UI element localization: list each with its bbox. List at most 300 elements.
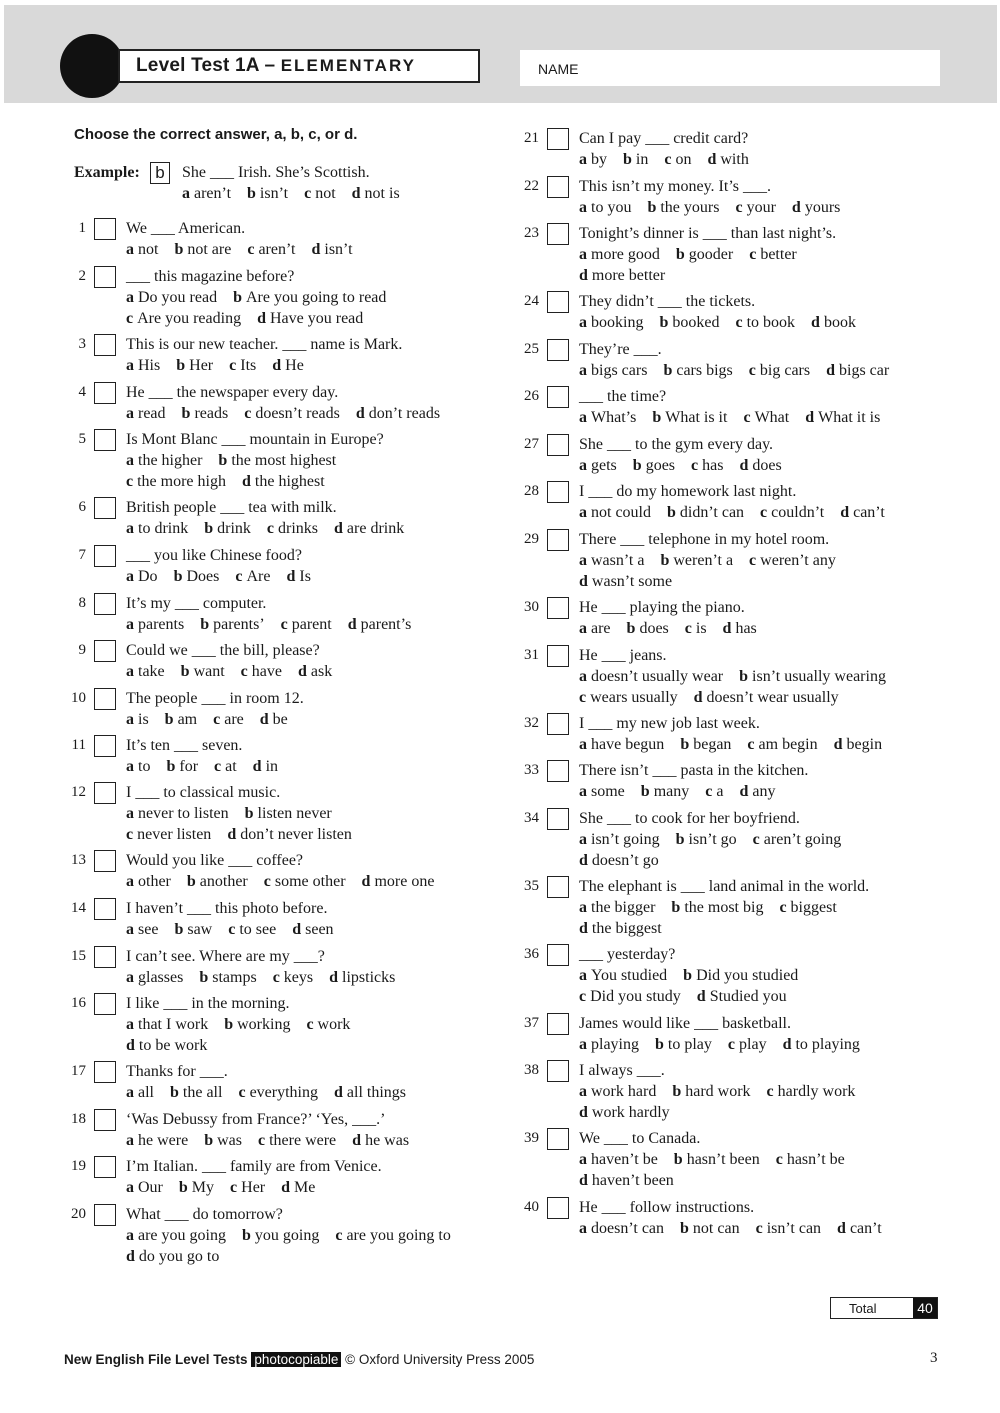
question-text: This isn’t my money. It’s ___. (579, 178, 771, 195)
answer-option: a have begun (579, 736, 665, 753)
answer-option: d Have you read (257, 310, 364, 327)
total-value: 40 (913, 1298, 937, 1318)
answer-box[interactable] (94, 545, 116, 567)
answer-option: b the most big (671, 899, 764, 916)
answer-option: b isn’t usually wearing (739, 668, 886, 685)
answer-option: d to playing (782, 1036, 860, 1053)
options-line (126, 518, 420, 539)
question-number: 3 (78, 336, 86, 352)
question-number: 30 (524, 599, 539, 615)
answer-box[interactable] (547, 1128, 569, 1150)
answer-box[interactable] (94, 898, 116, 920)
answer-option: c have (240, 663, 282, 680)
answer-box[interactable] (547, 808, 569, 830)
options-line (579, 1170, 861, 1191)
answer-option: d isn’t (311, 241, 353, 258)
answer-option: d don’t reads (355, 405, 441, 422)
answer-option: c hasn’t be (775, 1151, 845, 1168)
answer-option: d seen (292, 921, 334, 938)
answer-option: c What (743, 409, 790, 426)
answer-option: c work (306, 1016, 351, 1033)
answer-option: a are (579, 620, 611, 637)
options-line (126, 471, 384, 492)
header-circle-icon (60, 34, 124, 98)
answer-option: d the highest (241, 473, 325, 490)
question-text: They’re ___. (579, 341, 662, 358)
question-text: This is our new teacher. ___ name is Mark. (126, 336, 403, 353)
question-body (126, 593, 427, 635)
question-body (579, 1128, 861, 1191)
question-body (126, 1204, 467, 1267)
answer-option: c the more high (126, 473, 226, 490)
options-line (579, 197, 856, 218)
answer-box[interactable] (547, 944, 569, 966)
options-line (579, 571, 852, 592)
question-number: 33 (524, 762, 539, 778)
answer-option: a is (126, 711, 149, 728)
question-number: 35 (524, 878, 539, 894)
options-line (579, 1081, 871, 1102)
question-body (579, 808, 857, 871)
name-field[interactable] (520, 50, 940, 86)
question-text: I haven’t ___ this photo before. (126, 900, 328, 917)
answer-option: a that I work (126, 1016, 209, 1033)
answer-option: d bigs car (826, 362, 890, 379)
answer-option: b the yours (647, 199, 720, 216)
question-body (126, 993, 366, 1056)
answer-option: a never to listen (126, 805, 229, 822)
answer-option: a the higher (126, 452, 203, 469)
answer-option: c your (735, 199, 776, 216)
question-number: 11 (71, 737, 86, 753)
options-line (126, 1246, 467, 1267)
question-number: 37 (524, 1015, 539, 1031)
question-number: 31 (524, 647, 539, 663)
answer-box[interactable] (94, 850, 116, 872)
options-line (126, 1082, 422, 1103)
answer-option: d Studied you (696, 988, 787, 1005)
answer-option: c at (214, 758, 237, 775)
answer-option: c has (691, 457, 724, 474)
answer-option: b hasn’t been (673, 1151, 760, 1168)
answer-option: b parents’ (200, 616, 265, 633)
answer-option: b began (680, 736, 732, 753)
question-body (126, 1061, 422, 1103)
answer-option: d he was (352, 1132, 410, 1149)
answer-option: a doesn’t can (579, 1220, 665, 1237)
answer-option: a he were (126, 1132, 189, 1149)
example-label: Example: (74, 164, 140, 181)
question-text: I ___ to classical music. (126, 784, 281, 801)
answer-box[interactable] (94, 334, 116, 356)
question-body (126, 1156, 382, 1198)
answer-option: a playing (579, 1036, 639, 1053)
answer-option: d can’t (840, 504, 885, 521)
options-line (579, 850, 857, 871)
answer-option: c Her (230, 1179, 266, 1196)
question-number: 1 (78, 220, 86, 236)
total-score (830, 1297, 938, 1319)
question-body (579, 291, 872, 333)
answer-box[interactable] (547, 1197, 569, 1219)
answer-option: b Does (173, 568, 220, 585)
answer-option: a glasses (126, 969, 184, 986)
example-question: She ___ Irish. She’s Scottish. (182, 164, 370, 181)
answer-option: c never listen (126, 826, 212, 843)
question-number: 32 (524, 715, 539, 731)
question-body (126, 429, 384, 492)
answer-option: a some (579, 783, 625, 800)
question-body (579, 529, 852, 592)
answer-option: d the biggest (579, 920, 662, 937)
page-number: 3 (930, 1350, 938, 1366)
options-line (579, 829, 857, 850)
question-text: He ___ follow instructions. (579, 1199, 755, 1216)
answer-box[interactable] (547, 1013, 569, 1035)
answer-box[interactable] (547, 645, 569, 667)
answer-option: d doesn’t go (579, 852, 659, 869)
question-number: 17 (71, 1063, 86, 1079)
question-text: I always ___. (579, 1062, 665, 1079)
options-line (126, 1014, 366, 1035)
answer-box[interactable] (94, 1061, 116, 1083)
answer-option: c aren’t (247, 241, 296, 258)
options-line (579, 965, 814, 986)
question-text: British people ___ tea with milk. (126, 499, 337, 516)
options-line (126, 919, 350, 940)
answer-box[interactable] (94, 735, 116, 757)
answer-option: b stamps (199, 969, 257, 986)
answer-option: c play (727, 1036, 767, 1053)
answer-option: d Me (281, 1179, 316, 1196)
title-level: ELEMENTARY (280, 56, 416, 75)
answer-option: d Is (286, 568, 311, 585)
answer-box[interactable] (547, 760, 569, 782)
question-number: 15 (71, 948, 86, 964)
options-line (579, 734, 898, 755)
answer-box[interactable] (547, 481, 569, 503)
options-line (126, 803, 368, 824)
options-line (579, 666, 902, 687)
question-number: 25 (524, 341, 539, 357)
answer-box[interactable] (547, 597, 569, 619)
question-body (579, 223, 836, 286)
options-line (126, 450, 384, 471)
total-label: Total (849, 1301, 877, 1316)
question-number: 10 (71, 690, 86, 706)
options-line (126, 1130, 425, 1151)
answer-option: c weren’t any (749, 552, 836, 569)
photocopiable-badge: photocopiable (251, 1352, 341, 1367)
answer-box[interactable] (94, 640, 116, 662)
answer-option: a work hard (579, 1083, 657, 1100)
question-body (126, 850, 450, 892)
question-text: I ___ my new job last week. (579, 715, 760, 732)
answer-option: b for (166, 758, 199, 775)
answer-option: a aren’t (182, 185, 232, 202)
question-text: There ___ telephone in my hotel room. (579, 531, 830, 548)
question-number: 36 (524, 946, 539, 962)
answer-option: d doesn’t wear usually (693, 689, 839, 706)
answer-option: d more better (579, 267, 666, 284)
options-line (579, 1034, 876, 1055)
answer-option: d with (707, 151, 749, 168)
question-text: They didn’t ___ the tickets. (579, 293, 756, 310)
answer-box[interactable] (547, 291, 569, 313)
question-number: 9 (78, 642, 86, 658)
question-body (126, 898, 350, 940)
answer-box[interactable] (94, 593, 116, 615)
answer-option: a Do you read (126, 289, 218, 306)
answer-option: d wasn’t some (579, 573, 673, 590)
question-body (579, 713, 898, 755)
question-text: James would like ___ basketball. (579, 1015, 791, 1032)
options-line (126, 287, 402, 308)
answer-option: b isn’t go (675, 831, 737, 848)
answer-option: a You studied (579, 967, 668, 984)
question-text: Would you like ___ coffee? (126, 852, 304, 869)
answer-option: d He (272, 357, 304, 374)
answer-option: d all things (333, 1084, 406, 1101)
answer-option: b What is it (652, 409, 728, 426)
answer-option: c couldn’t (760, 504, 825, 521)
answer-box[interactable] (94, 993, 116, 1015)
question-number: 40 (524, 1199, 539, 1215)
answer-option: a bigs cars (579, 362, 648, 379)
question-text: There isn’t ___ pasta in the kitchen. (579, 762, 809, 779)
answer-box[interactable] (94, 218, 116, 240)
answer-box[interactable] (547, 223, 569, 245)
answer-option: a doesn’t usually wear (579, 668, 724, 685)
answer-option: b listen never (244, 805, 332, 822)
options-line (126, 756, 294, 777)
question-number: 13 (71, 852, 86, 868)
question-body (579, 128, 765, 170)
answer-option: b Are you going to read (233, 289, 387, 306)
question-body (579, 876, 869, 939)
answer-option: a to drink (126, 520, 189, 537)
answer-option: b isn’t (247, 185, 289, 202)
answer-option: a to (126, 758, 151, 775)
answer-box[interactable] (94, 497, 116, 519)
options-line (126, 967, 411, 988)
question-number: 27 (524, 436, 539, 452)
answer-option: b reads (181, 405, 229, 422)
options-line (126, 824, 368, 845)
answer-box[interactable] (94, 382, 116, 404)
answer-option: d What it is (805, 409, 881, 426)
answer-option: c are (213, 711, 244, 728)
answer-box[interactable] (547, 529, 569, 551)
options-line (579, 1149, 861, 1170)
answer-option: a What’s (579, 409, 637, 426)
question-text: The people ___ in room 12. (126, 690, 304, 707)
answer-box[interactable] (547, 434, 569, 456)
question-number: 26 (524, 388, 539, 404)
question-number: 21 (524, 130, 539, 146)
answer-option: a haven’t be (579, 1151, 658, 1168)
question-number: 19 (71, 1158, 86, 1174)
answer-option: d has (722, 620, 757, 637)
answer-option: c some other (263, 873, 346, 890)
question-body (579, 481, 901, 523)
answer-box[interactable] (94, 782, 116, 804)
question-number: 16 (71, 995, 86, 1011)
answer-option: a Our (126, 1179, 163, 1196)
question-body (126, 1109, 425, 1151)
answer-option: c to see (228, 921, 277, 938)
question-text: The elephant is ___ land animal in the world. (579, 878, 870, 895)
answer-box[interactable] (547, 876, 569, 898)
answer-box[interactable] (547, 1060, 569, 1082)
question-body (126, 334, 402, 376)
answer-box[interactable] (94, 266, 116, 288)
question-number: 22 (524, 178, 539, 194)
answer-box[interactable] (94, 688, 116, 710)
answer-box[interactable] (547, 176, 569, 198)
answer-option: b does (626, 620, 669, 637)
question-text: I can’t see. Where are my ___? (126, 948, 325, 965)
footer-title: New English File Level Tests (64, 1352, 248, 1367)
answer-option: b Did you studied (683, 967, 799, 984)
answer-option: a parents (126, 616, 185, 633)
answer-option: c doesn’t reads (244, 405, 340, 422)
answer-option: b am (164, 711, 198, 728)
question-number: 5 (78, 431, 86, 447)
answer-option: a isn’t going (579, 831, 660, 848)
question-number: 39 (524, 1130, 539, 1146)
answer-option: a all (126, 1084, 154, 1101)
options-line (126, 308, 402, 329)
question-body (579, 944, 814, 1007)
answer-option: a see (126, 921, 159, 938)
answer-option: b another (186, 873, 248, 890)
options-line (126, 355, 402, 376)
answer-option: a read (126, 405, 166, 422)
answer-option: b not are (174, 241, 232, 258)
answer-option: c drinks (266, 520, 319, 537)
question-body (126, 497, 420, 539)
answer-option: b not can (680, 1220, 740, 1237)
name-label: NAME (538, 61, 579, 77)
question-number: 23 (524, 225, 539, 241)
answer-option: b many (640, 783, 690, 800)
answer-option: c am begin (747, 736, 818, 753)
answer-option: c hardly work (766, 1083, 856, 1100)
answer-option: b booked (659, 314, 720, 331)
question-text: We ___ American. (126, 220, 246, 237)
answer-box[interactable] (94, 1204, 116, 1226)
answer-option: d are drink (334, 520, 405, 537)
answer-box[interactable] (547, 339, 569, 361)
question-text: I’m Italian. ___ family are from Venice. (126, 1158, 382, 1175)
question-text: It’s ten ___ seven. (126, 737, 243, 754)
answer-option: b weren’t a (660, 552, 734, 569)
question-body (579, 760, 808, 802)
title-main: Level Test 1A – (136, 55, 281, 76)
question-number: 2 (78, 268, 86, 284)
options-line (579, 918, 869, 939)
options-line (126, 239, 369, 260)
answer-option: b didn’t can (667, 504, 745, 521)
answer-option: d can’t (837, 1220, 882, 1237)
answer-box[interactable] (94, 1109, 116, 1131)
answer-option: c are you going to (335, 1227, 451, 1244)
options-line (579, 781, 808, 802)
footer (64, 1352, 534, 1367)
answer-option: b gooder (675, 246, 734, 263)
options-line (579, 149, 765, 170)
options-line (579, 360, 905, 381)
answer-option: c Are (235, 568, 271, 585)
answer-option: a His (126, 357, 161, 374)
answer-option: c aren’t going (752, 831, 842, 848)
answer-box[interactable] (94, 946, 116, 968)
answer-option: a Do (126, 568, 158, 585)
answer-option: c a (705, 783, 724, 800)
answer-option: a are you going (126, 1227, 226, 1244)
answer-option: c better (749, 246, 797, 263)
options-line (579, 1102, 871, 1123)
answer-option: c wears usually (579, 689, 678, 706)
options-line (126, 661, 348, 682)
question-body (579, 645, 902, 708)
answer-option: a more good (579, 246, 660, 263)
answer-option: a take (126, 663, 165, 680)
question-body (579, 339, 905, 381)
answer-option: a by (579, 151, 607, 168)
question-number: 20 (71, 1206, 86, 1222)
answer-option: d work hardly (579, 1104, 670, 1121)
question-body (579, 1197, 898, 1239)
question-number: 12 (71, 784, 86, 800)
answer-box[interactable] (547, 386, 569, 408)
answer-option: d parent’s (347, 616, 412, 633)
question-number: 8 (78, 595, 86, 611)
answer-box[interactable] (547, 128, 569, 150)
question-text: She ___ to cook for her boyfriend. (579, 810, 800, 827)
options-line (579, 687, 902, 708)
question-body (126, 735, 294, 777)
question-body (126, 782, 368, 845)
answer-box[interactable] (94, 429, 116, 451)
question-body (126, 640, 348, 682)
answer-option: d do you go to (126, 1248, 220, 1265)
question-body (579, 597, 773, 639)
options-line (579, 550, 852, 571)
options-line (579, 407, 896, 428)
options-line (126, 614, 427, 635)
question-body (579, 1060, 871, 1123)
answer-option: b goes (632, 457, 676, 474)
options-line (579, 455, 798, 476)
options-line (126, 1177, 382, 1198)
example-answer-box: b (150, 162, 170, 184)
answer-box[interactable] (547, 713, 569, 735)
options-line (579, 265, 836, 286)
answer-box[interactable] (94, 1156, 116, 1178)
answer-option: b Her (176, 357, 214, 374)
options-line (579, 244, 836, 265)
answer-option: c Did you study (579, 988, 681, 1005)
options-line (579, 986, 814, 1007)
question-text: ___ this magazine before? (126, 268, 295, 285)
answer-option: b cars bigs (663, 362, 733, 379)
question-number: 7 (78, 547, 86, 563)
question-number: 34 (524, 810, 539, 826)
answer-option: a the bigger (579, 899, 656, 916)
options-line (126, 403, 456, 424)
